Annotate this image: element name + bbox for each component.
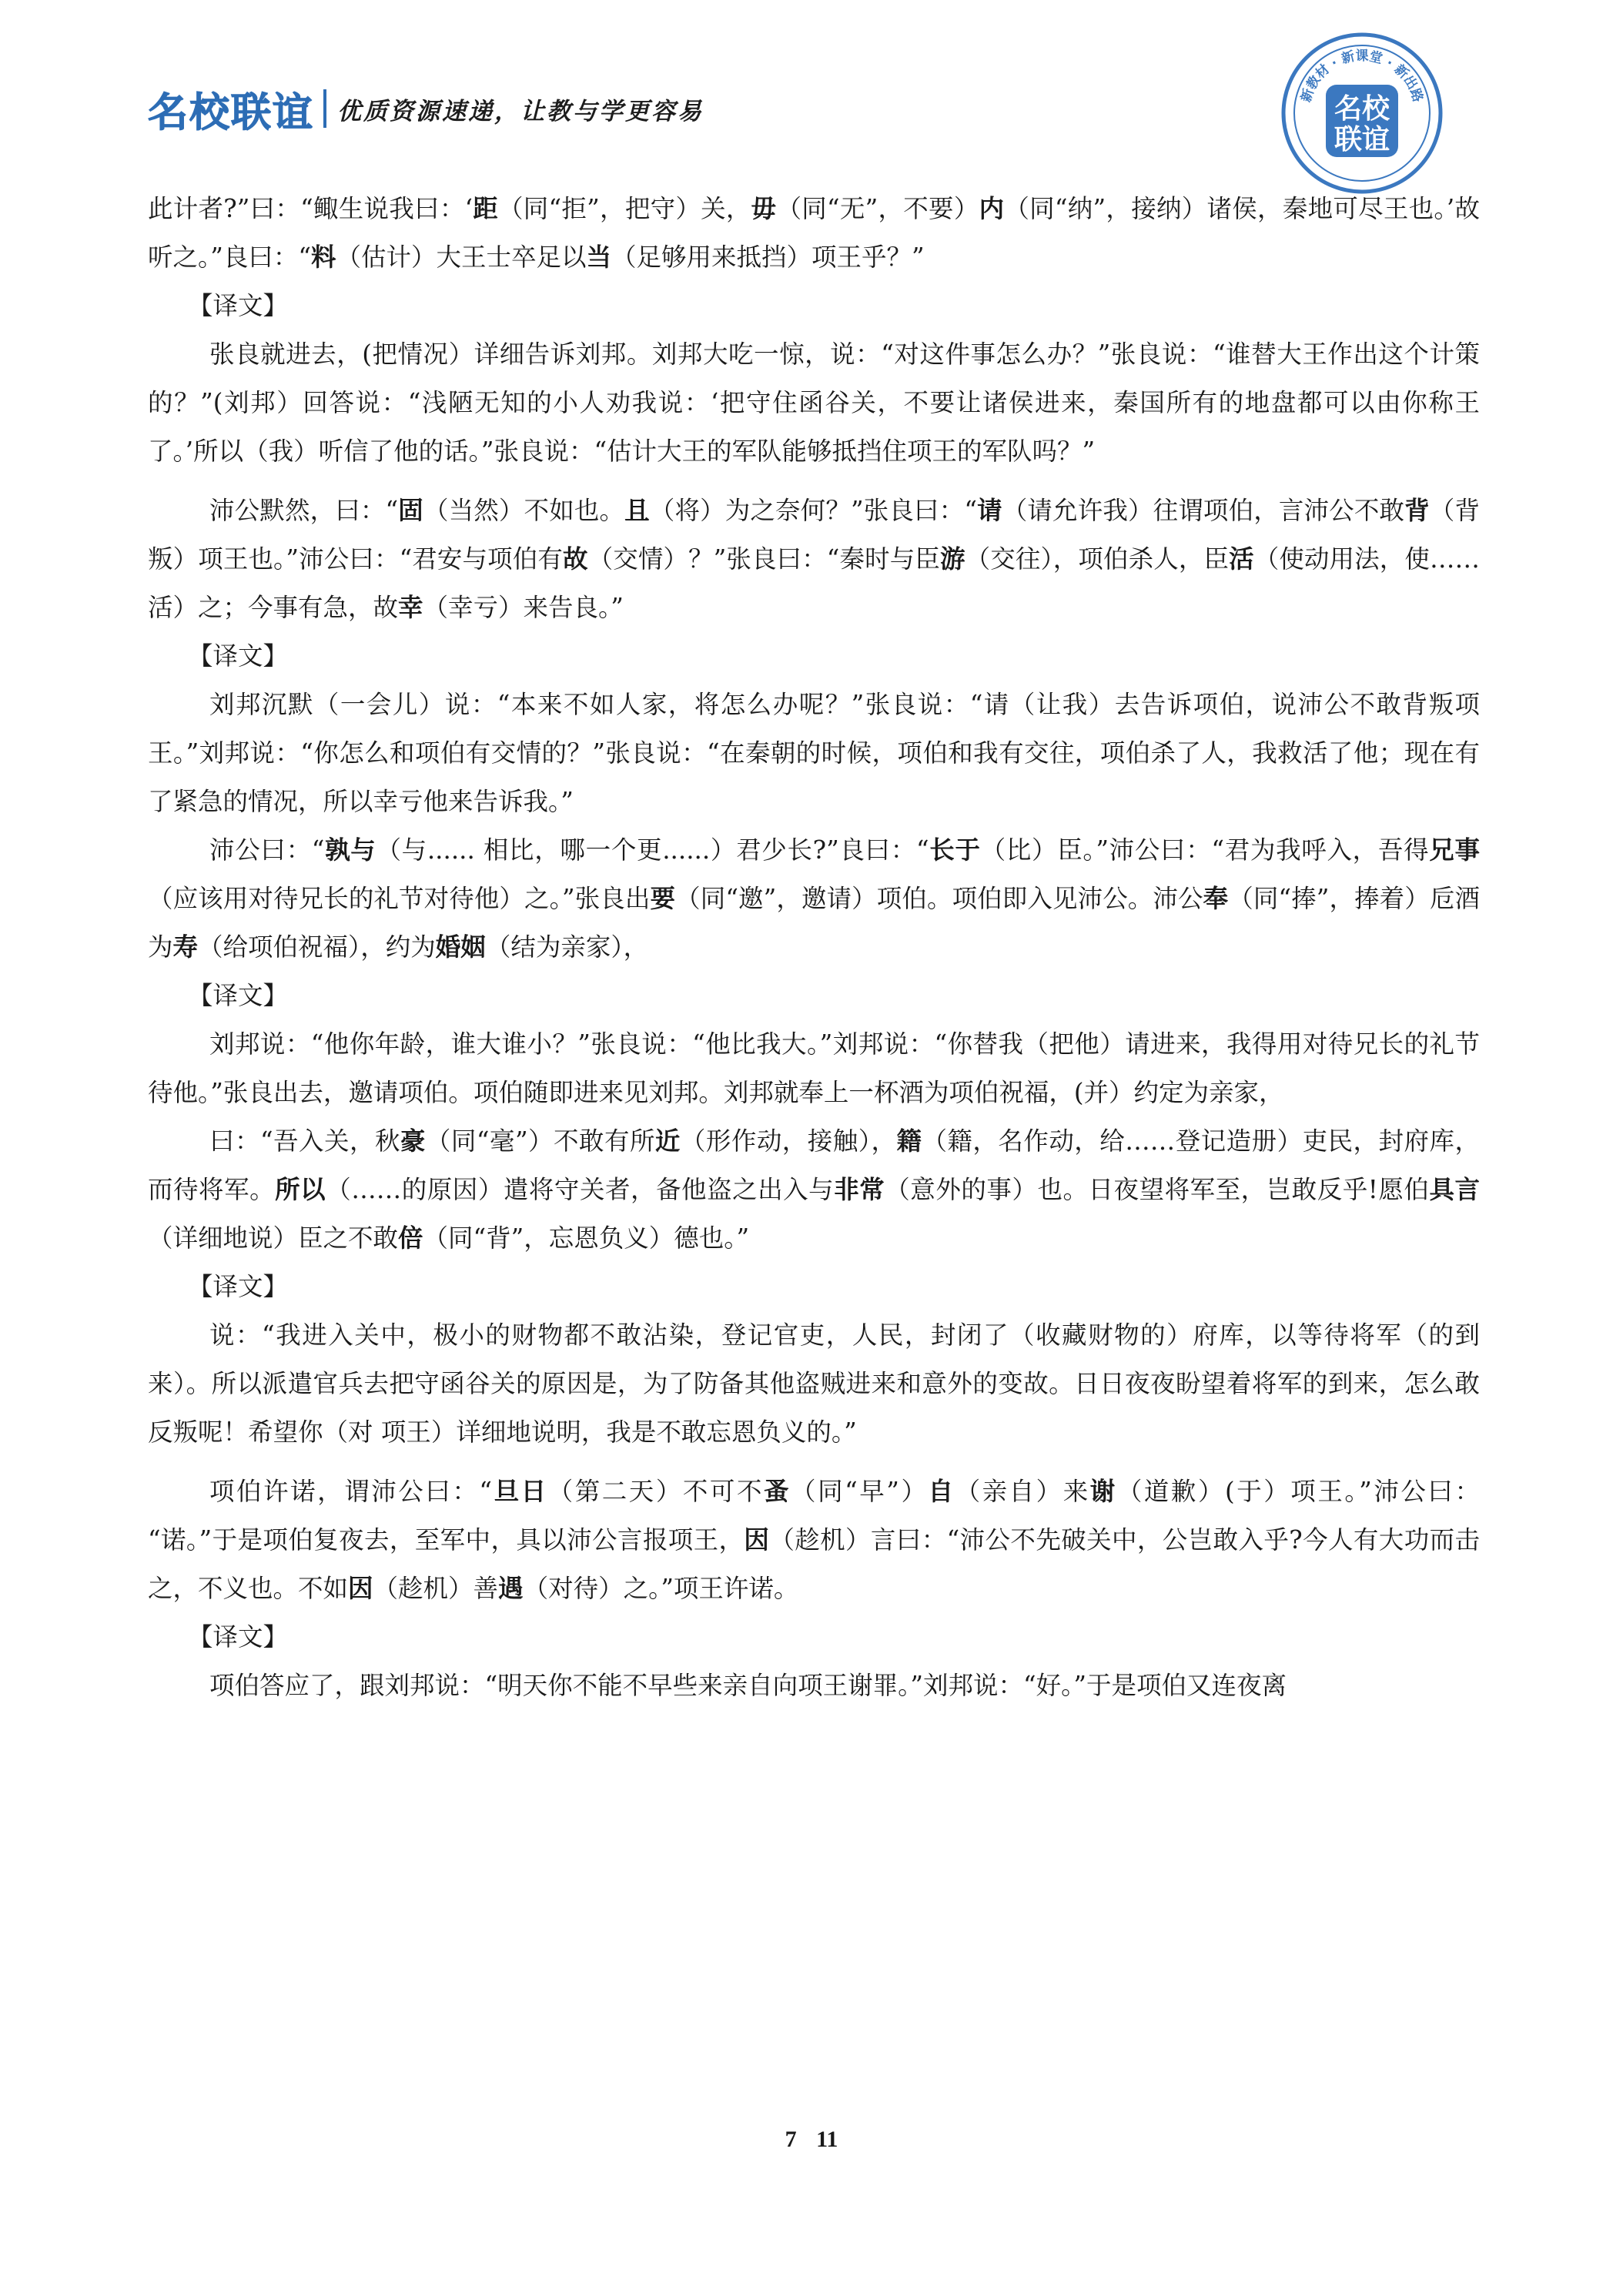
key-term: 幸 xyxy=(398,593,423,622)
text-run: 曰：“吾入关，秋 xyxy=(209,1126,400,1156)
text-run: （将）为之奈何？”张良曰：“ xyxy=(649,496,977,525)
text-run: （同“拒”，把守）关， xyxy=(498,194,751,223)
text-paragraph xyxy=(148,330,1480,476)
text-run: （同“无”，不要） xyxy=(776,194,979,223)
translation-label xyxy=(148,632,1480,681)
text-paragraph xyxy=(148,487,1480,632)
text-run: （使动用法，使……活）之；今事有急，故 xyxy=(148,544,1480,622)
key-term: 游 xyxy=(939,544,965,574)
text-run: （同“纳”，接纳）诸侯，秦地可尽王也。’故听之。”良曰：“ xyxy=(148,194,1481,272)
key-term: 当 xyxy=(586,243,612,272)
key-term: 倍 xyxy=(398,1223,423,1253)
translation-label xyxy=(148,282,1480,330)
school-seal-logo xyxy=(1280,31,1444,196)
text-run: 刘邦说：“他你年龄，谁大谁小？”张良说：“他比我大。”刘邦说：“你替我（把他）请进来，我得用对待兄长的礼节待他。”张良出去，邀请项伯。项伯随即进来见刘邦。刘邦就奉上一杯酒为项伯祝福，(并）约定为亲家， xyxy=(148,1029,1480,1107)
document-body xyxy=(148,185,1480,1710)
text-run: 【译文】 xyxy=(188,981,289,1010)
text-run: （估计）大王士卒足以 xyxy=(336,243,587,272)
text-run: 张良就进去，(把情况）详细告诉刘邦。刘邦大吃一惊，说：“对这件事怎么办？”张良说：“谁替大王作出这个计策的？”(刘邦）回答说：“浅陋无知的小人劝我说：‘把守住函谷关，不要让诸侯进来，秦国所有的地盘都可以由你称王了。’所以（我）听信了他的话。”张良说：“估计大王的军队能够抵挡住项王的军队吗？” xyxy=(148,340,1480,466)
text-run: （意外的事）也。日夜望将军至，岂敢反乎!愿伯 xyxy=(885,1175,1430,1204)
text-run: （请允许我）往谓项伯，言沛公不敢 xyxy=(1002,496,1405,525)
text-run: （形作动，接触）， xyxy=(680,1126,897,1156)
key-term: 谢 xyxy=(1089,1477,1117,1506)
current-page: 7 xyxy=(785,2127,797,2152)
text-run: （与...... 相比，哪一个更......）君少长?”良曰：“ xyxy=(376,835,929,865)
text-run: （给项伯祝福），约为 xyxy=(198,932,436,962)
text-paragraph xyxy=(148,1468,1480,1613)
key-term: 长于 xyxy=(929,835,981,865)
text-run: （籍，名作动，给……登记造册）吏民，封府库，而待将军。 xyxy=(148,1126,1480,1204)
text-run: （交情）？”张良曰：“秦时与臣 xyxy=(587,544,940,574)
key-term: 旦日 xyxy=(492,1477,548,1506)
text-run: （趁机）善 xyxy=(373,1574,499,1603)
text-run: （同“背”，忘恩负义）德也。” xyxy=(423,1223,750,1253)
key-term: 奉 xyxy=(1203,884,1229,913)
text-run: （第二天）不可不 xyxy=(547,1477,764,1506)
key-term: 豪 xyxy=(400,1126,426,1156)
text-run: （道歉）(于）项王。”沛公曰： “诺。”于是项伯复夜去，至军中，具以沛公言报项王， xyxy=(148,1477,1480,1555)
key-term: 毋 xyxy=(751,194,777,223)
seal-center-top: 名校 xyxy=(1334,93,1390,125)
key-term: 故 xyxy=(562,544,588,574)
text-run: 刘邦沉默（一会儿）说：“本来不如人家，将怎么办呢？”张良说：“请（让我）去告诉项伯，说沛公不敢背叛项王。”刘邦说：“你怎么和项伯有交情的？”张良说：“在秦朝的时候，项伯和我有交往，项伯杀了人，我救活了他；现在有了紧急的情况，所以幸亏他来告诉我。” xyxy=(148,690,1480,816)
text-run: （亲自）来 xyxy=(955,1477,1090,1506)
key-term: 寿 xyxy=(172,932,199,962)
key-term: 固 xyxy=(398,496,423,525)
text-run: 项伯答应了，跟刘邦说：“明天你不能不早些来亲自向项王谢罪。”刘邦说：“好。”于是项伯又连夜离 xyxy=(209,1671,1287,1700)
text-run: （同“捧”，捧着）卮酒为 xyxy=(148,884,1480,962)
text-run: （应该用对待兄长的礼节对待他）之。”张良出 xyxy=(148,884,651,913)
text-run: （比）臣。”沛公曰：“君为我呼入，吾得 xyxy=(980,835,1430,865)
text-run: 沛公曰：“ xyxy=(209,835,325,865)
seal-center-bottom: 联谊 xyxy=(1334,124,1390,156)
text-run: （幸亏）来告良。” xyxy=(423,593,624,622)
text-run: （足够用来抵挡）项王乎？” xyxy=(611,243,925,272)
total-pages: 11 xyxy=(816,2127,838,2152)
key-term: 所以 xyxy=(275,1175,326,1204)
text-run: 此计者?”曰：“鲰生说我曰：‘ xyxy=(148,194,473,223)
text-run: 【译文】 xyxy=(188,641,289,671)
key-term: 要 xyxy=(650,884,676,913)
text-run: 项伯许诺，谓沛公曰：“ xyxy=(209,1477,493,1506)
key-term: 背 xyxy=(1404,496,1430,525)
key-term: 蚤 xyxy=(763,1477,791,1506)
key-term: 近 xyxy=(654,1126,681,1156)
header-divider xyxy=(323,89,326,128)
text-run: （详细地说）臣之不敢 xyxy=(148,1223,399,1253)
key-term: 活 xyxy=(1229,544,1254,574)
page-number xyxy=(0,2127,1623,2153)
key-term: 兄事 xyxy=(1429,835,1480,865)
key-term: 孰与 xyxy=(324,835,376,865)
text-run: （同“早”） xyxy=(791,1477,929,1506)
text-run: （……的原因）遣将守关者，备他盗之出入与 xyxy=(326,1175,835,1204)
text-run: （背叛）项王也。”沛公曰：“君安与项伯有 xyxy=(148,496,1480,574)
text-run: （对待）之。”项王许诺。 xyxy=(523,1574,799,1603)
brand-logo-text: 名校联谊 xyxy=(148,89,315,136)
text-run: 说：“我进入关中，极小的财物都不敢沾染，登记官吏，人民，封闭了（收藏财物的）府库，以等待将军（的到来）。所以派遣官兵去把守函谷关的原因是，为了防备其他盗贼进来和意外的变故。日日夜夜盼望着将军的到来，怎么敢反叛呢！希望你（对 项王）详细地说明，我是不敢忘恩负义的。” xyxy=(148,1320,1480,1447)
key-term: 料 xyxy=(310,243,336,272)
text-run: 【译文】 xyxy=(188,1622,289,1652)
key-term: 因 xyxy=(744,1525,770,1555)
key-term: 且 xyxy=(624,496,650,525)
text-run: （交往），项伯杀人，臣 xyxy=(965,544,1230,574)
text-paragraph xyxy=(148,681,1480,826)
key-term: 婚姻 xyxy=(435,932,486,962)
translation-label xyxy=(148,1613,1480,1662)
key-term: 请 xyxy=(976,496,1002,525)
text-run: （同“邀”，邀请）项伯。项伯即入见沛公。沛公 xyxy=(675,884,1203,913)
key-term: 籍 xyxy=(896,1126,922,1156)
text-paragraph xyxy=(148,1311,1480,1457)
key-term: 内 xyxy=(979,194,1005,223)
seal-ring-text: 新教材 · 新课堂 · 新出路 xyxy=(1298,49,1426,105)
site-header xyxy=(148,82,704,136)
text-paragraph xyxy=(148,1117,1480,1263)
text-paragraph xyxy=(148,826,1480,972)
text-run: 【译文】 xyxy=(188,1272,289,1301)
key-term: 因 xyxy=(348,1574,373,1603)
text-run: （结为亲家）， xyxy=(485,932,649,962)
text-paragraph xyxy=(148,185,1480,282)
text-run: 【译文】 xyxy=(188,291,289,320)
key-term: 具言 xyxy=(1429,1175,1480,1204)
text-run: （趁机）言曰：“沛公不先破关中，公岂敢入乎?今人有大功而击之，不义也。不如 xyxy=(148,1525,1480,1603)
text-run: （同“毫”）不敢有所 xyxy=(425,1126,655,1156)
key-term: 遇 xyxy=(498,1574,524,1603)
text-paragraph xyxy=(148,1020,1480,1117)
key-term: 自 xyxy=(928,1477,955,1506)
translation-label xyxy=(148,972,1480,1020)
text-paragraph xyxy=(148,1662,1480,1710)
text-run: 沛公默然，曰：“ xyxy=(209,496,399,525)
key-term: 非常 xyxy=(834,1175,885,1204)
key-term: 距 xyxy=(472,194,498,223)
text-run: （当然）不如也。 xyxy=(423,496,625,525)
translation-label xyxy=(148,1263,1480,1311)
header-slogan: 优质资源速递，让教与学更容易 xyxy=(337,97,704,126)
